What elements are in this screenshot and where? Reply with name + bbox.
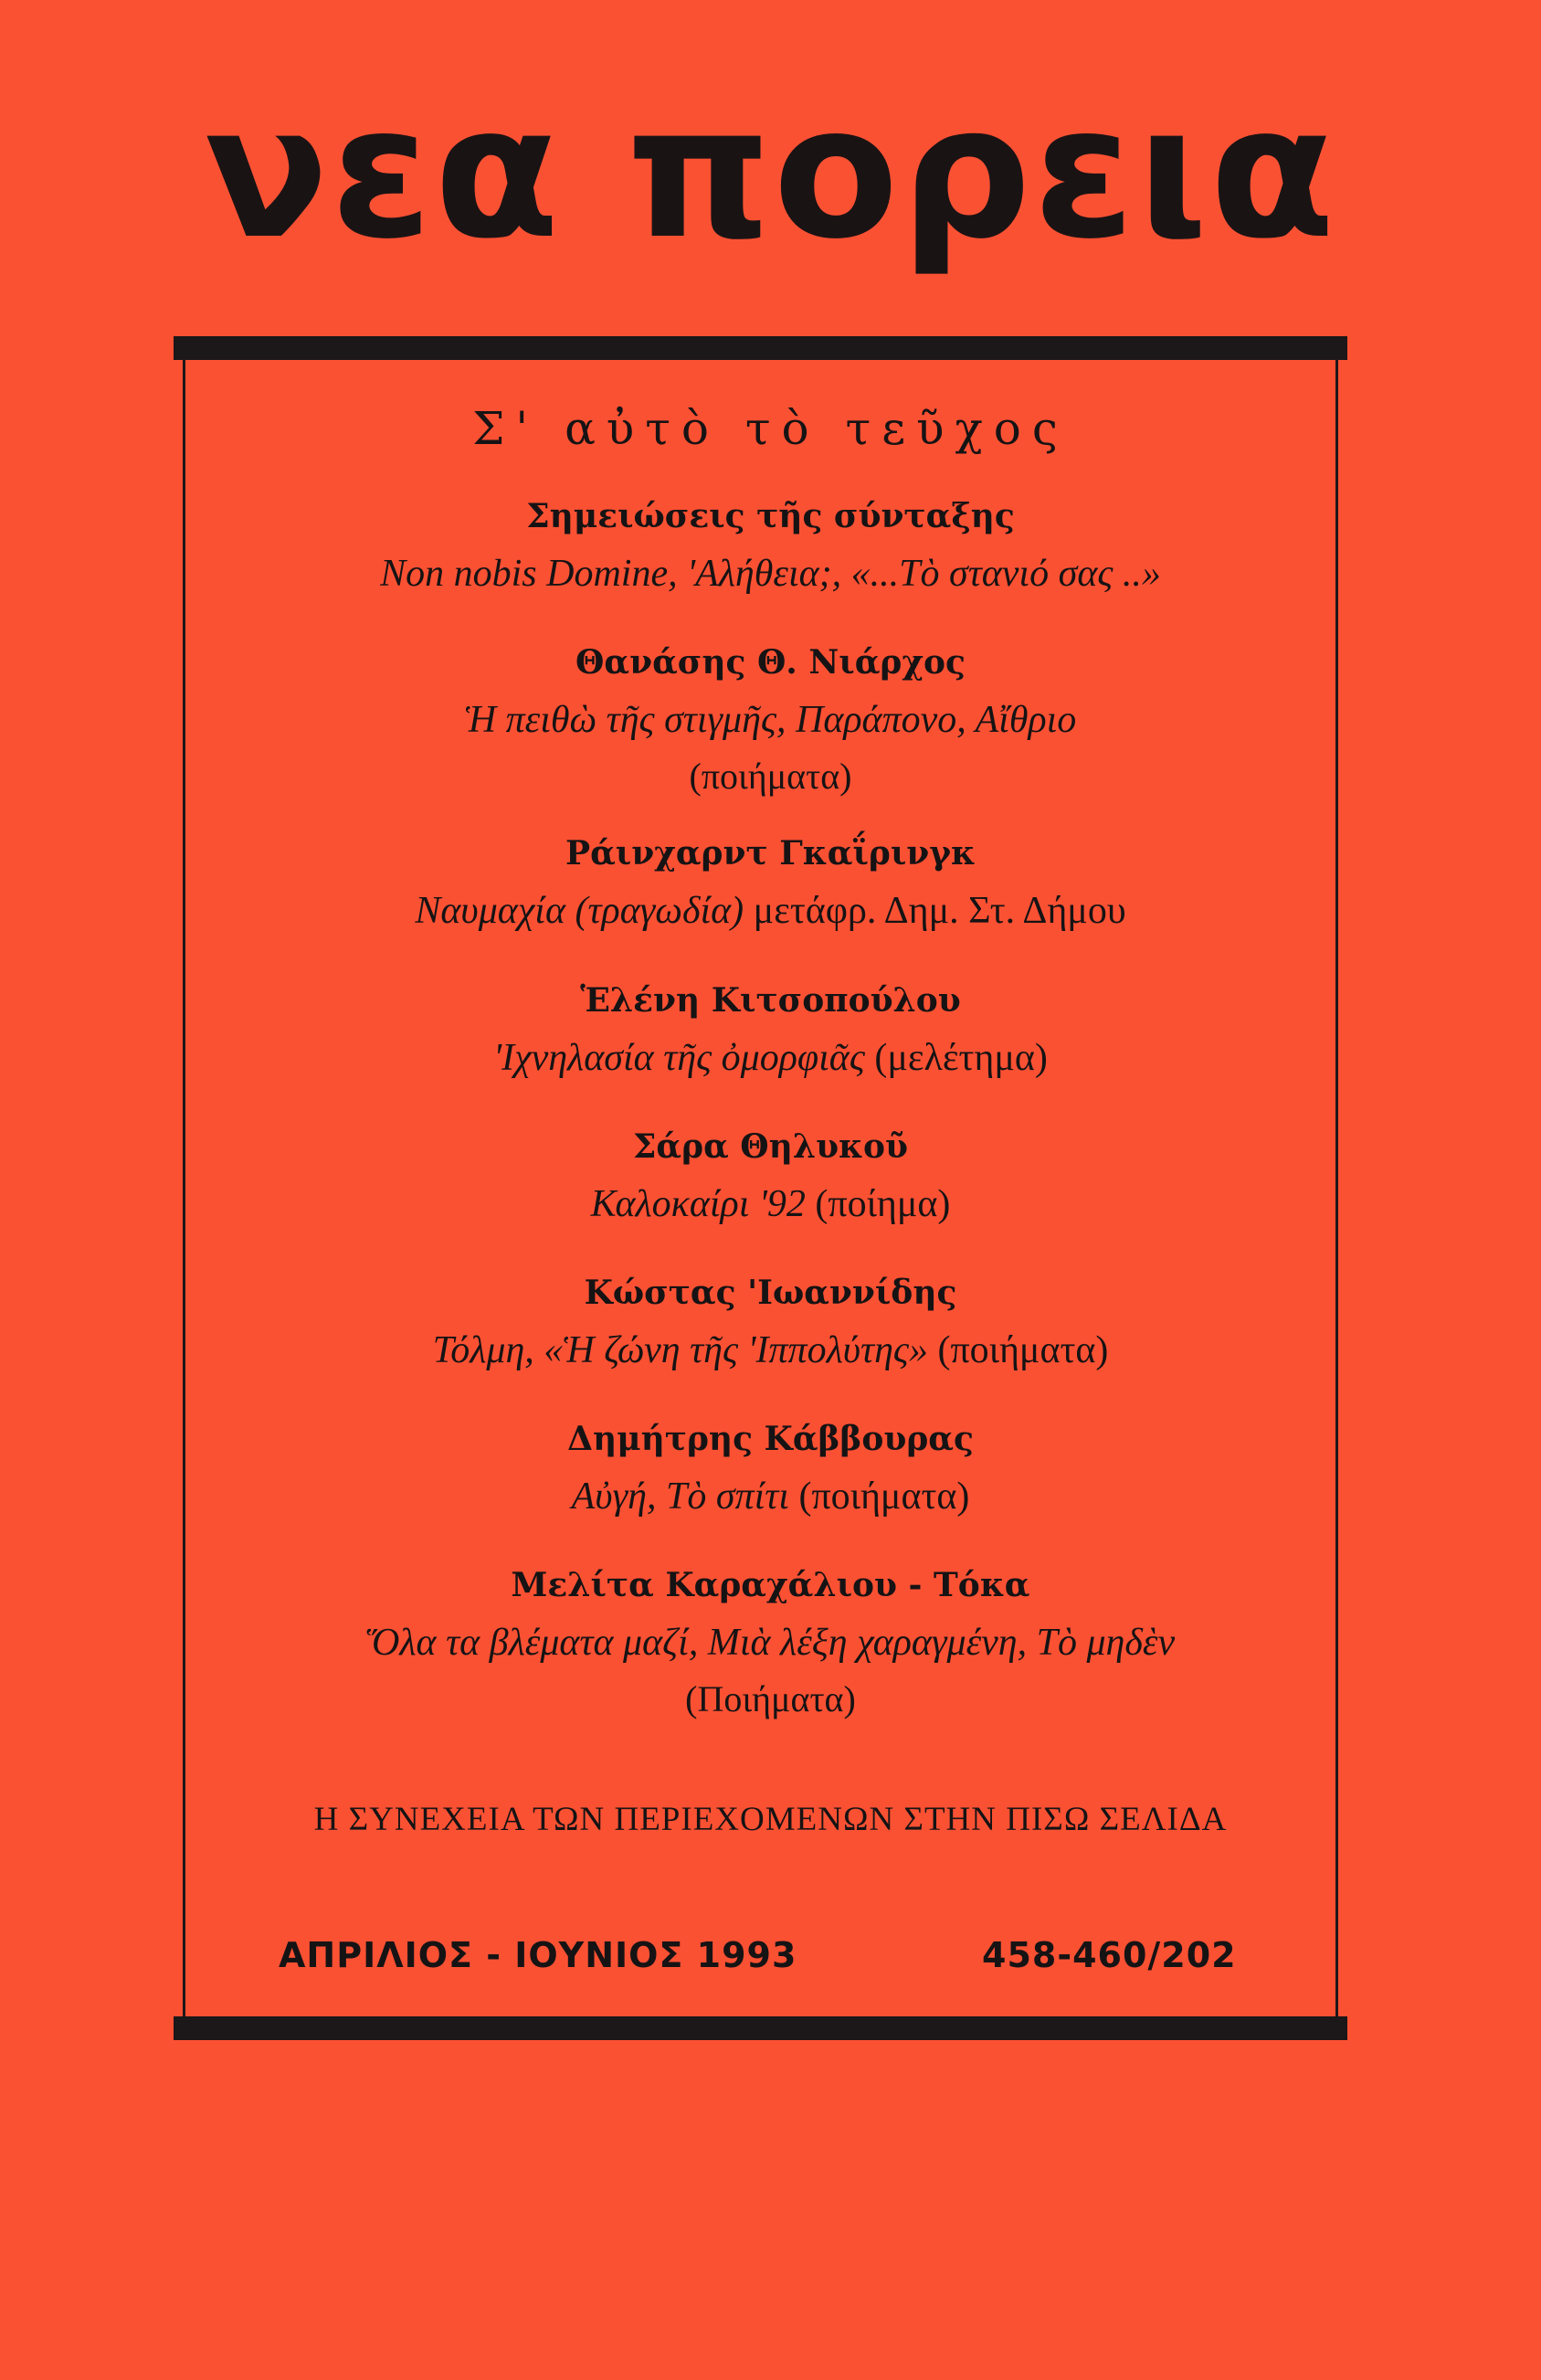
entry-works: Ὅλα τα βλέματα μαζί, Μιὰ λέξη χαραγμένη, Τὸ μηδὲν [365, 1622, 1176, 1664]
entry-note: (Ποιήματα) [685, 1678, 856, 1719]
entry-works-note: μετάφρ. Δημ. Στ. Δήμου [753, 890, 1126, 932]
entry-author: Σάρα Θηλυκοῦ [632, 1127, 909, 1166]
entry-works: Non nobis Domine, 'Αλήθεια;, «...Τὸ στανιό σας ..» [380, 553, 1161, 595]
entry-author: Θανάσης Θ. Νιάρχος [575, 643, 966, 682]
entry-works-title: Ναυμαχία (τραγωδία) [415, 890, 744, 932]
top-rule [174, 336, 1347, 360]
entry-author: Ράινχαρντ Γκαΐρινγκ [565, 834, 976, 873]
entry-note: (ποιήματα) [689, 756, 852, 797]
entry-works [183, 1029, 1358, 1087]
entry-author: Κώστας 'Ιωαννίδης [584, 1274, 957, 1312]
entry-works [183, 1175, 1358, 1233]
contents-entry [183, 1118, 1358, 1233]
contents-entry [183, 488, 1358, 603]
continued-on-back-note: Η ΣΥΝΕΧΕΙΑ ΤΩΝ ΠΕΡΙΕΧΟΜΕΝΩΝ ΣΤΗΝ ΠΙΣΩ ΣΕΛΙΔΑ [313, 1801, 1228, 1838]
issue-date: ΑΠΡΙΛΙΟΣ - ΙΟΥΝΙΟΣ 1993 [279, 1935, 797, 1975]
entry-author: Σημειώσεις τῆς σύνταξης [526, 497, 1015, 535]
magazine-title: νεα πορεια [204, 67, 1337, 280]
entry-works-note: (ποίημα) [815, 1183, 951, 1225]
entry-author: Μελίτα Καραχάλιου - Τόκα [511, 1566, 1030, 1604]
contents-entry [183, 634, 1358, 804]
entry-works: Ἡ πειθὼ τῆς στιγμῆς, Παράπονο, Αἴθριο [464, 699, 1077, 741]
contents-entry [183, 825, 1358, 940]
contents-entry [183, 1264, 1358, 1380]
entry-works [183, 882, 1358, 940]
entry-works-note: (μελέτημα) [874, 1037, 1048, 1079]
entry-works-note: (ποιήματα) [798, 1476, 970, 1518]
entry-works-title: Καλοκαίρι '92 [590, 1183, 806, 1225]
entry-works-note: (ποιήματα) [937, 1329, 1109, 1371]
entry-works-title: 'Ιχνηλασία τῆς ὀμορφιᾶς [493, 1037, 865, 1079]
entry-works [183, 1467, 1358, 1526]
bottom-rule [174, 2016, 1347, 2040]
contents-entry [183, 1411, 1358, 1526]
contents-entry [183, 972, 1358, 1087]
contents-heading: Σ' αὐτὸ τὸ τεῦχος [472, 402, 1069, 455]
contents-entry [183, 1557, 1358, 1727]
entry-works-title: Τόλμη, «Ἡ ζώνη τῆς 'Ιππολύτης» [432, 1329, 928, 1371]
entry-works-title: Αὐγή, Τὸ σπίτι [571, 1476, 789, 1518]
entry-works [183, 1321, 1358, 1380]
entry-author: Δημήτρης Κάββουρας [567, 1420, 974, 1458]
issue-number: 458-460/202 [982, 1935, 1237, 1975]
entry-author: Ἑλένη Κιτσοπούλου [580, 981, 961, 1020]
